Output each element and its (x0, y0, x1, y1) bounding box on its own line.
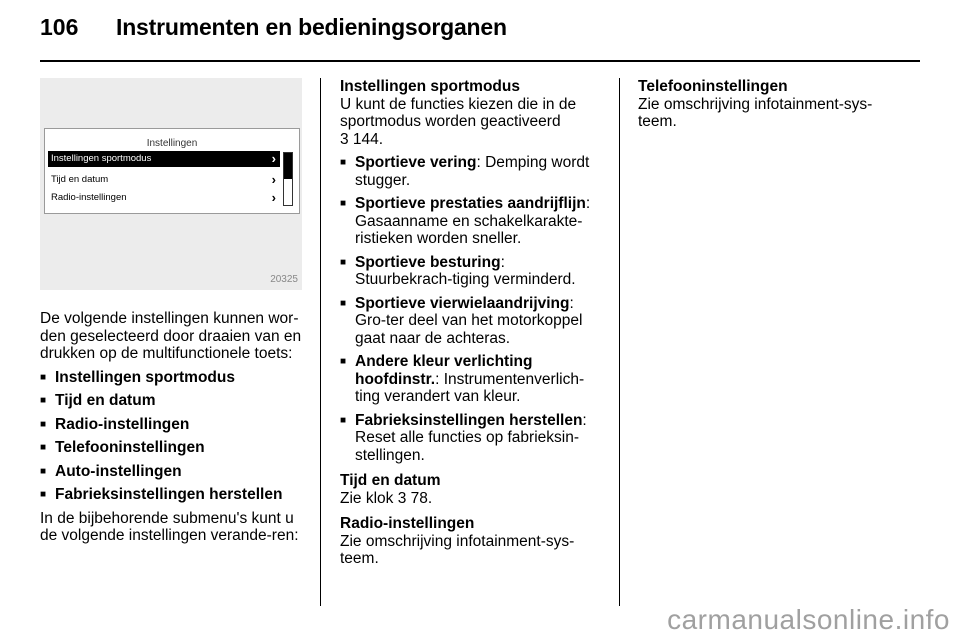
item-desc: : Gasaanname en schakelkarakte-ristieken worden sneller. (355, 195, 591, 247)
list-item: ■ Tijd en datum (40, 392, 302, 410)
list-item (340, 254, 605, 289)
page-header (40, 14, 920, 44)
list-item: ■ Instellingen sportmodus (40, 369, 302, 387)
item-term: Sportieve vering (355, 154, 477, 171)
list-item (340, 295, 605, 348)
time-heading: Tijd en datum (340, 472, 441, 489)
page-reference: 3 144. (340, 130, 384, 148)
item-desc: : Gro-ter deel van het motorkoppel gaat naar de achteras. (355, 294, 583, 347)
radio-text: Zie omschrijving infotainment-sys-teem. (340, 532, 575, 567)
phone-heading: Telefooninstellingen (638, 78, 788, 95)
chevron-right-icon: › (271, 190, 276, 205)
watermark: carmanualsonline.info (667, 604, 950, 635)
phone-text: Zie omschrijving infotainment-sys-teem. (638, 95, 873, 130)
screen-scrollbar (283, 152, 293, 206)
item-term: Sportieve besturing (355, 253, 501, 271)
list-item: ■ Telefooninstellingen (40, 439, 302, 457)
screen-title: Instellingen (146, 138, 198, 149)
item-desc: : Instrumentenverlich-ting verandert van kleur. (355, 370, 585, 405)
page-number: 106 (40, 14, 79, 40)
list-item: ■ Radio-instellingen (40, 416, 302, 434)
section-heading: Instellingen sportmodus (340, 78, 520, 95)
item-term: Sportieve prestaties aandrijflijn (355, 195, 586, 212)
list-item: ■ Fabrieksinstellingen herstellen (40, 486, 302, 504)
column-2 (340, 78, 605, 568)
screen-menu-item (48, 151, 280, 167)
item-desc: : Stuurbekrach-tiging verminderd. (355, 253, 576, 288)
screen-menu-item (48, 190, 280, 206)
display-screen (44, 128, 300, 214)
screen-menu-label: Instellingen sportmodus (51, 153, 152, 164)
radio-heading: Radio-instellingen (340, 515, 475, 532)
header-divider (40, 60, 920, 62)
scrollbar-thumb (284, 153, 292, 179)
screen-menu-label: Radio-instellingen (51, 192, 127, 203)
list-item (340, 154, 605, 189)
page-title: Instrumenten en bedieningsorganen (116, 14, 507, 40)
chevron-right-icon: › (271, 151, 276, 166)
item-term: Andere kleur verlichting hoofdinstr. (355, 353, 533, 388)
screen-menu-label: Tijd en datum (51, 174, 109, 185)
section-intro (340, 96, 605, 149)
column-divider (619, 78, 620, 606)
list-item (340, 353, 605, 406)
list-item: ■ Auto-instellingen (40, 463, 302, 481)
figure-number: 20325 (270, 273, 298, 285)
settings-screen-figure (40, 78, 302, 290)
column-1 (40, 78, 302, 545)
item-term: Sportieve vierwielaandrijving (355, 294, 570, 312)
intro-text: U kunt de functies kiezen die in de sportmodus worden geactiveerd (340, 95, 577, 130)
list-item (340, 195, 605, 248)
sport-mode-list (340, 154, 605, 464)
list-item (340, 412, 605, 465)
column-divider (320, 78, 321, 606)
intro-paragraph: De volgende instellingen kunnen wor-den geselecteerd door draaien van en drukken op de multifunctionele toets: (40, 310, 302, 362)
screen-menu-item (48, 172, 280, 188)
item-desc: : Demping wordt stugger. (355, 154, 590, 189)
column-3 (638, 78, 903, 131)
chevron-right-icon: › (271, 172, 276, 187)
item-term: Fabrieksinstellingen herstellen (355, 411, 583, 429)
settings-list (40, 369, 302, 504)
item-desc: : Reset alle functies op fabrieksin-stellingen. (355, 411, 587, 464)
outro-paragraph: In de bijbehorende submenu's kunt u de volgende instellingen verande-ren: (40, 509, 299, 544)
time-text: Zie klok 3 78. (340, 489, 433, 507)
